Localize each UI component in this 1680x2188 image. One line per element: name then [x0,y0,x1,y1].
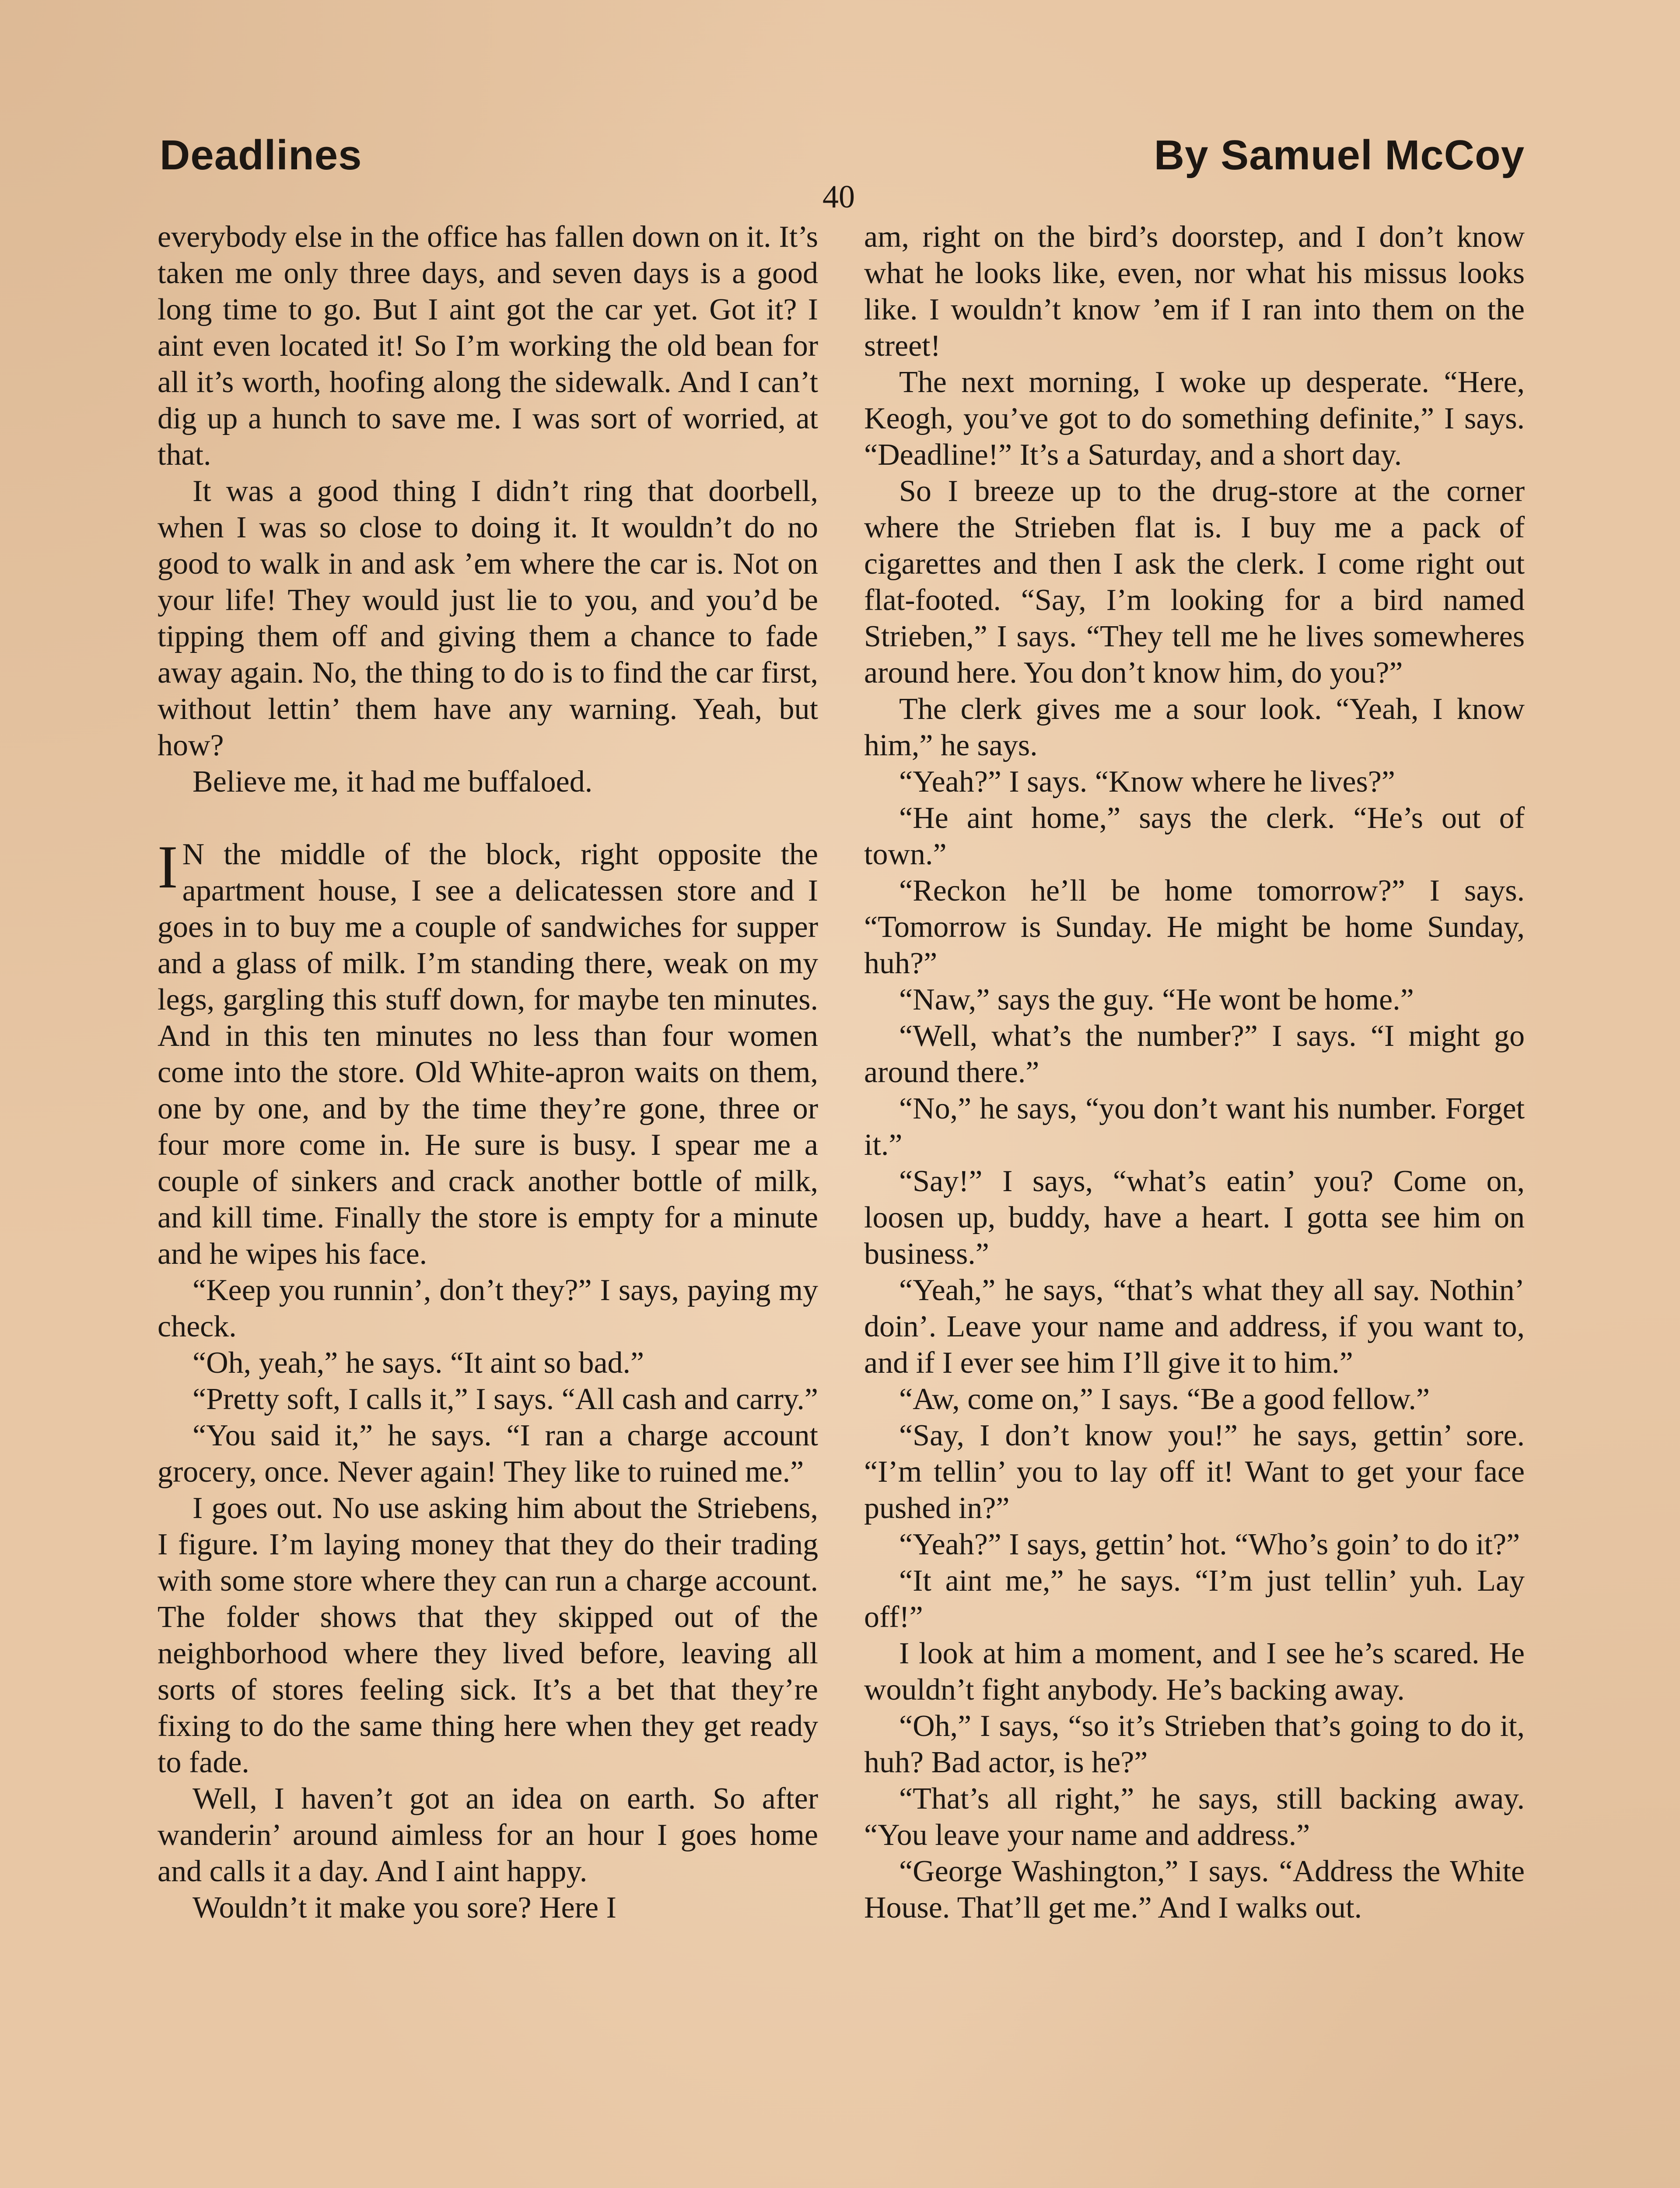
paragraph: “Naw,” says the guy. “He wont be home.” [899,983,1414,1017]
paragraph: Believe me, it had me buffaloed. [192,765,593,799]
story-title: Deadlines [160,132,362,179]
paragraph: “George Washington,” I says. “Address the White House. That’ll get me.” And I walks out. [864,1855,1525,1925]
paragraph: “No,” he says, “you don’t want his number. Forget it.” [864,1092,1525,1162]
paragraph: So I breeze up to the drug-store at the corner where the Strieben flat is. I buy me a pack of cigarettes and then I ask the clerk. I come right out flat-footed. “Say, I’m looking for a bird named Strieben,” I says. “They tell me he lives somewheres around here. You don’t know him, do you?” [864,474,1525,690]
paragraph: Well, I haven’t got an idea on earth. So after wanderin’ around aimless for an hour I goes home and calls it a day. And I aint happy. [158,1782,818,1888]
paragraph: “Oh,” I says, “so it’s Strieben that’s going to do it, huh? Bad actor, is he?” [864,1709,1525,1779]
paragraph: am, right on the bird’s doorstep, and I don’t know what he looks like, even, nor what his missus looks like. I wouldn’t know ’em if I ran into them on the street! [864,220,1525,363]
page-number: 40 [822,179,855,215]
paragraph: “Say, I don’t know you!” he says, gettin’ sore. “I’m tellin’ you to lay off it! Want to get your face pushed in?” [864,1419,1525,1525]
section-break [158,800,818,836]
page-header [160,127,1525,184]
paragraph: “Say!” I says, “what’s eatin’ you? Come on, loosen up, buddy, have a heart. I gotta see him on business.” [864,1164,1525,1271]
paragraph: “You said it,” he says. “I ran a charge account grocery, once. Never again! They like to ruined me.” [158,1419,818,1489]
drop-cap: I [158,833,178,901]
paragraph: The clerk gives me a sour look. “Yeah, I know him,” he says. [864,692,1525,762]
paragraph: “Reckon he’ll be home tomorrow?” I says. “Tomorrow is Sunday. He might be home Sunday, huh?” [864,874,1525,980]
paragraph: “Keep you runnin’, don’t they?” I says, paying my check. [158,1273,818,1343]
paragraph: “Aw, come on,” I says. “Be a good fellow.” [899,1382,1430,1416]
paragraph: “Oh, yeah,” he says. “It aint so bad.” [192,1346,644,1380]
story-author: By Samuel McCoy [1154,132,1525,179]
right-column [864,219,1525,1926]
paragraph: Wouldn’t it make you sore? Here I [192,1891,616,1925]
paragraph: “That’s all right,” he says, still backing away. “You leave your name and address.” [864,1782,1525,1852]
paragraph: The next morning, I woke up desperate. “Here, Keogh, you’ve got to do something definite,” I says. “Deadline!” It’s a Saturday, and a short day. [864,365,1525,472]
paragraph-text: N the middle of the block, right opposite the apartment house, I see a delicatessen store and I goes in to buy me a couple of sandwiches for supper and a glass of milk. I’m standing there, weak on my legs, gargling this stuff down, for maybe ten minutes. And in this ten minutes no less than four women come into the store. Old White-apron waits on them, one by one, and by the time they’re gone, three or four more come in. He sure is busy. I spear me a couple of sinkers and crack another bottle of milk, and kill time. Finally the store is empty for a minute and he wipes his face. [158,838,818,1271]
section-opening-paragraph [158,833,818,1272]
paragraph: “Yeah?” I says, gettin’ hot. “Who’s goin’ to do it?” [899,1528,1520,1561]
paragraph: It was a good thing I didn’t ring that doorbell, when I was so close to doing it. It wouldn’t do no good to walk in and ask ’em where the car is. Not on your life! They would just lie to you, and you’d be tipping them off and giving them a chance to fade away again. No, the thing to do is to find the car first, without lettin’ them have any warning. Yeah, but how? [158,474,818,762]
left-column [158,219,818,1926]
paragraph: “Pretty soft, I calls it,” I says. “All cash and carry.” [192,1382,818,1416]
paragraph: “He aint home,” says the clerk. “He’s out of town.” [864,801,1525,871]
paragraph: I goes out. No use asking him about the Striebens, I figure. I’m laying money that they do their trading with some store where they can run a charge account. The folder shows that they skipped out of the neighborhood where they lived before, leaving all sorts of stores feeling sick. It’s a bet that they’re fixing to do the same thing here when they get ready to fade. [158,1491,818,1779]
paragraph: I look at him a moment, and I see he’s scared. He wouldn’t fight anybody. He’s backing away. [864,1637,1525,1707]
paragraph: “It aint me,” he says. “I’m just tellin’ yuh. Lay off!” [864,1564,1525,1634]
paragraph: “Yeah,” he says, “that’s what they all say. Nothin’ doin’. Leave your name and address, if you want to, and if I ever see him I’ll give it to him.” [864,1273,1525,1380]
paragraph: “Yeah?” I says. “Know where he lives?” [899,765,1395,799]
paragraph: everybody else in the office has fallen down on it. It’s taken me only three days, and seven days is a good long time to go. But I aint got the car yet. Got it? I aint even located it! So I’m working the old bean for all it’s worth, hoofing along the sidewalk. And I can’t dig up a hunch to save me. I was sort of worried, at that. [158,220,818,472]
paragraph: “Well, what’s the number?” I says. “I might go around there.” [864,1019,1525,1089]
